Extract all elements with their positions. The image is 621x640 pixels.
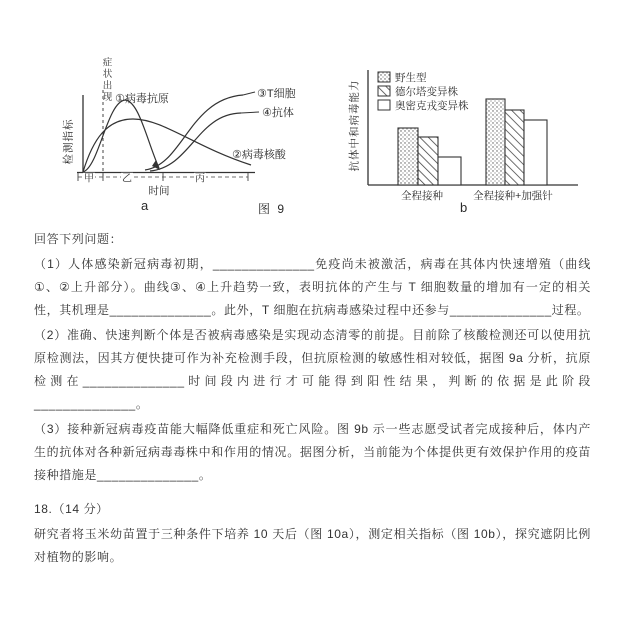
category-label-full-course: 全程接种 [401,190,443,202]
bar-delta-booster [505,110,524,185]
category-label-booster: 全程接种+加强针 [473,190,553,202]
bar-wild-type-full-course [398,128,418,185]
question-2: （2）准确、快速判断个体是否被病毒感染是实现动态清零的前提。目前除了核酸检测还可以使用抗原检测法，因其方便快捷可作为补充检测手段，但抗原检测的敏感性相对较低，据图 9a 分析，抗原检测在______________时间段内进行才可能得到阳性结果，判断的依据是此阶段______________。 [34,328,591,411]
bar-omicron-booster [524,120,547,185]
x-axis-title-time: 时间 [148,185,170,197]
panel-b-y-axis-label: 抗体中和病毒能力 [348,79,361,172]
segment-label-bing: 丙 [195,173,205,185]
legend-swatch-omicron [378,100,390,110]
t-cells-leader-line [243,92,255,95]
curve-label-antigen: ①病毒抗原 [115,93,169,105]
curve-label-antibody: ④抗体 [262,107,294,119]
question-1: （1）人体感染新冠病毒初期，______________免疫尚未被激活，病毒在其体内快速增殖（曲线①、②上升部分）。曲线③、④上升趋势一致，表明抗体的产生与 T 细胞数量的增加有一定的相关性，其机理是______________。此外，T 细胞在抗病毒感染过程中还参与______________过程。 [34,257,591,317]
figure-9-caption: 图 9 [258,202,287,216]
legend-label-wild-type: 野生型 [395,72,427,84]
panel-a-y-axis-label: 检测指标 [62,118,75,165]
panel-a-chart [55,55,320,220]
curve-t-cells [145,95,243,170]
segment-label-yi: 乙 [122,173,132,185]
bar-delta-full-course [418,137,438,185]
antibody-leader-line [241,112,259,113]
legend [378,71,469,112]
question-3: （3）接种新冠病毒疫苗能大幅降低重症和死亡风险。图 9b 示一些志愿受试者完成接种后，体内产生的抗体对各种新冠病毒毒株中和作用的情况。据图分析，当前能为个体提供更有效保护作用的疫苗接种措施是______________。 [34,422,591,482]
curve-viral-nucleic-acid [83,119,251,172]
bar-wild-type-booster [486,99,505,185]
question-text-block [34,228,591,571]
legend-label-omicron: 奥密克戎变异株 [395,100,469,112]
answer-instruction: 回答下列问题： [34,232,123,246]
legend-swatch-wild-type [378,72,390,82]
curve-label-t-cells: ③T细胞 [257,88,296,100]
curve-label-nucleic-acid: ②病毒核酸 [232,149,286,161]
curve-viral-antigen [83,100,159,172]
question-18-number: 18.（14 分） [34,502,109,516]
bar-omicron-full-course [438,157,461,185]
symptom-onset-label: 症状出现 [100,57,112,103]
panel-a-letter: a [141,198,149,213]
panel-b-chart [340,58,585,210]
legend-label-delta: 德尔塔变异株 [395,86,458,98]
segment-label-jia: 甲 [84,173,94,185]
question-18-text: 研究者将玉米幼苗置于三种条件下培养 10 天后（图 10a），测定相关指标（图 10b），探究遮阴比例对植物的影响。 [34,527,591,564]
legend-swatch-delta [378,86,390,96]
figure-9 [0,0,621,228]
panel-b-letter: b [460,200,468,215]
